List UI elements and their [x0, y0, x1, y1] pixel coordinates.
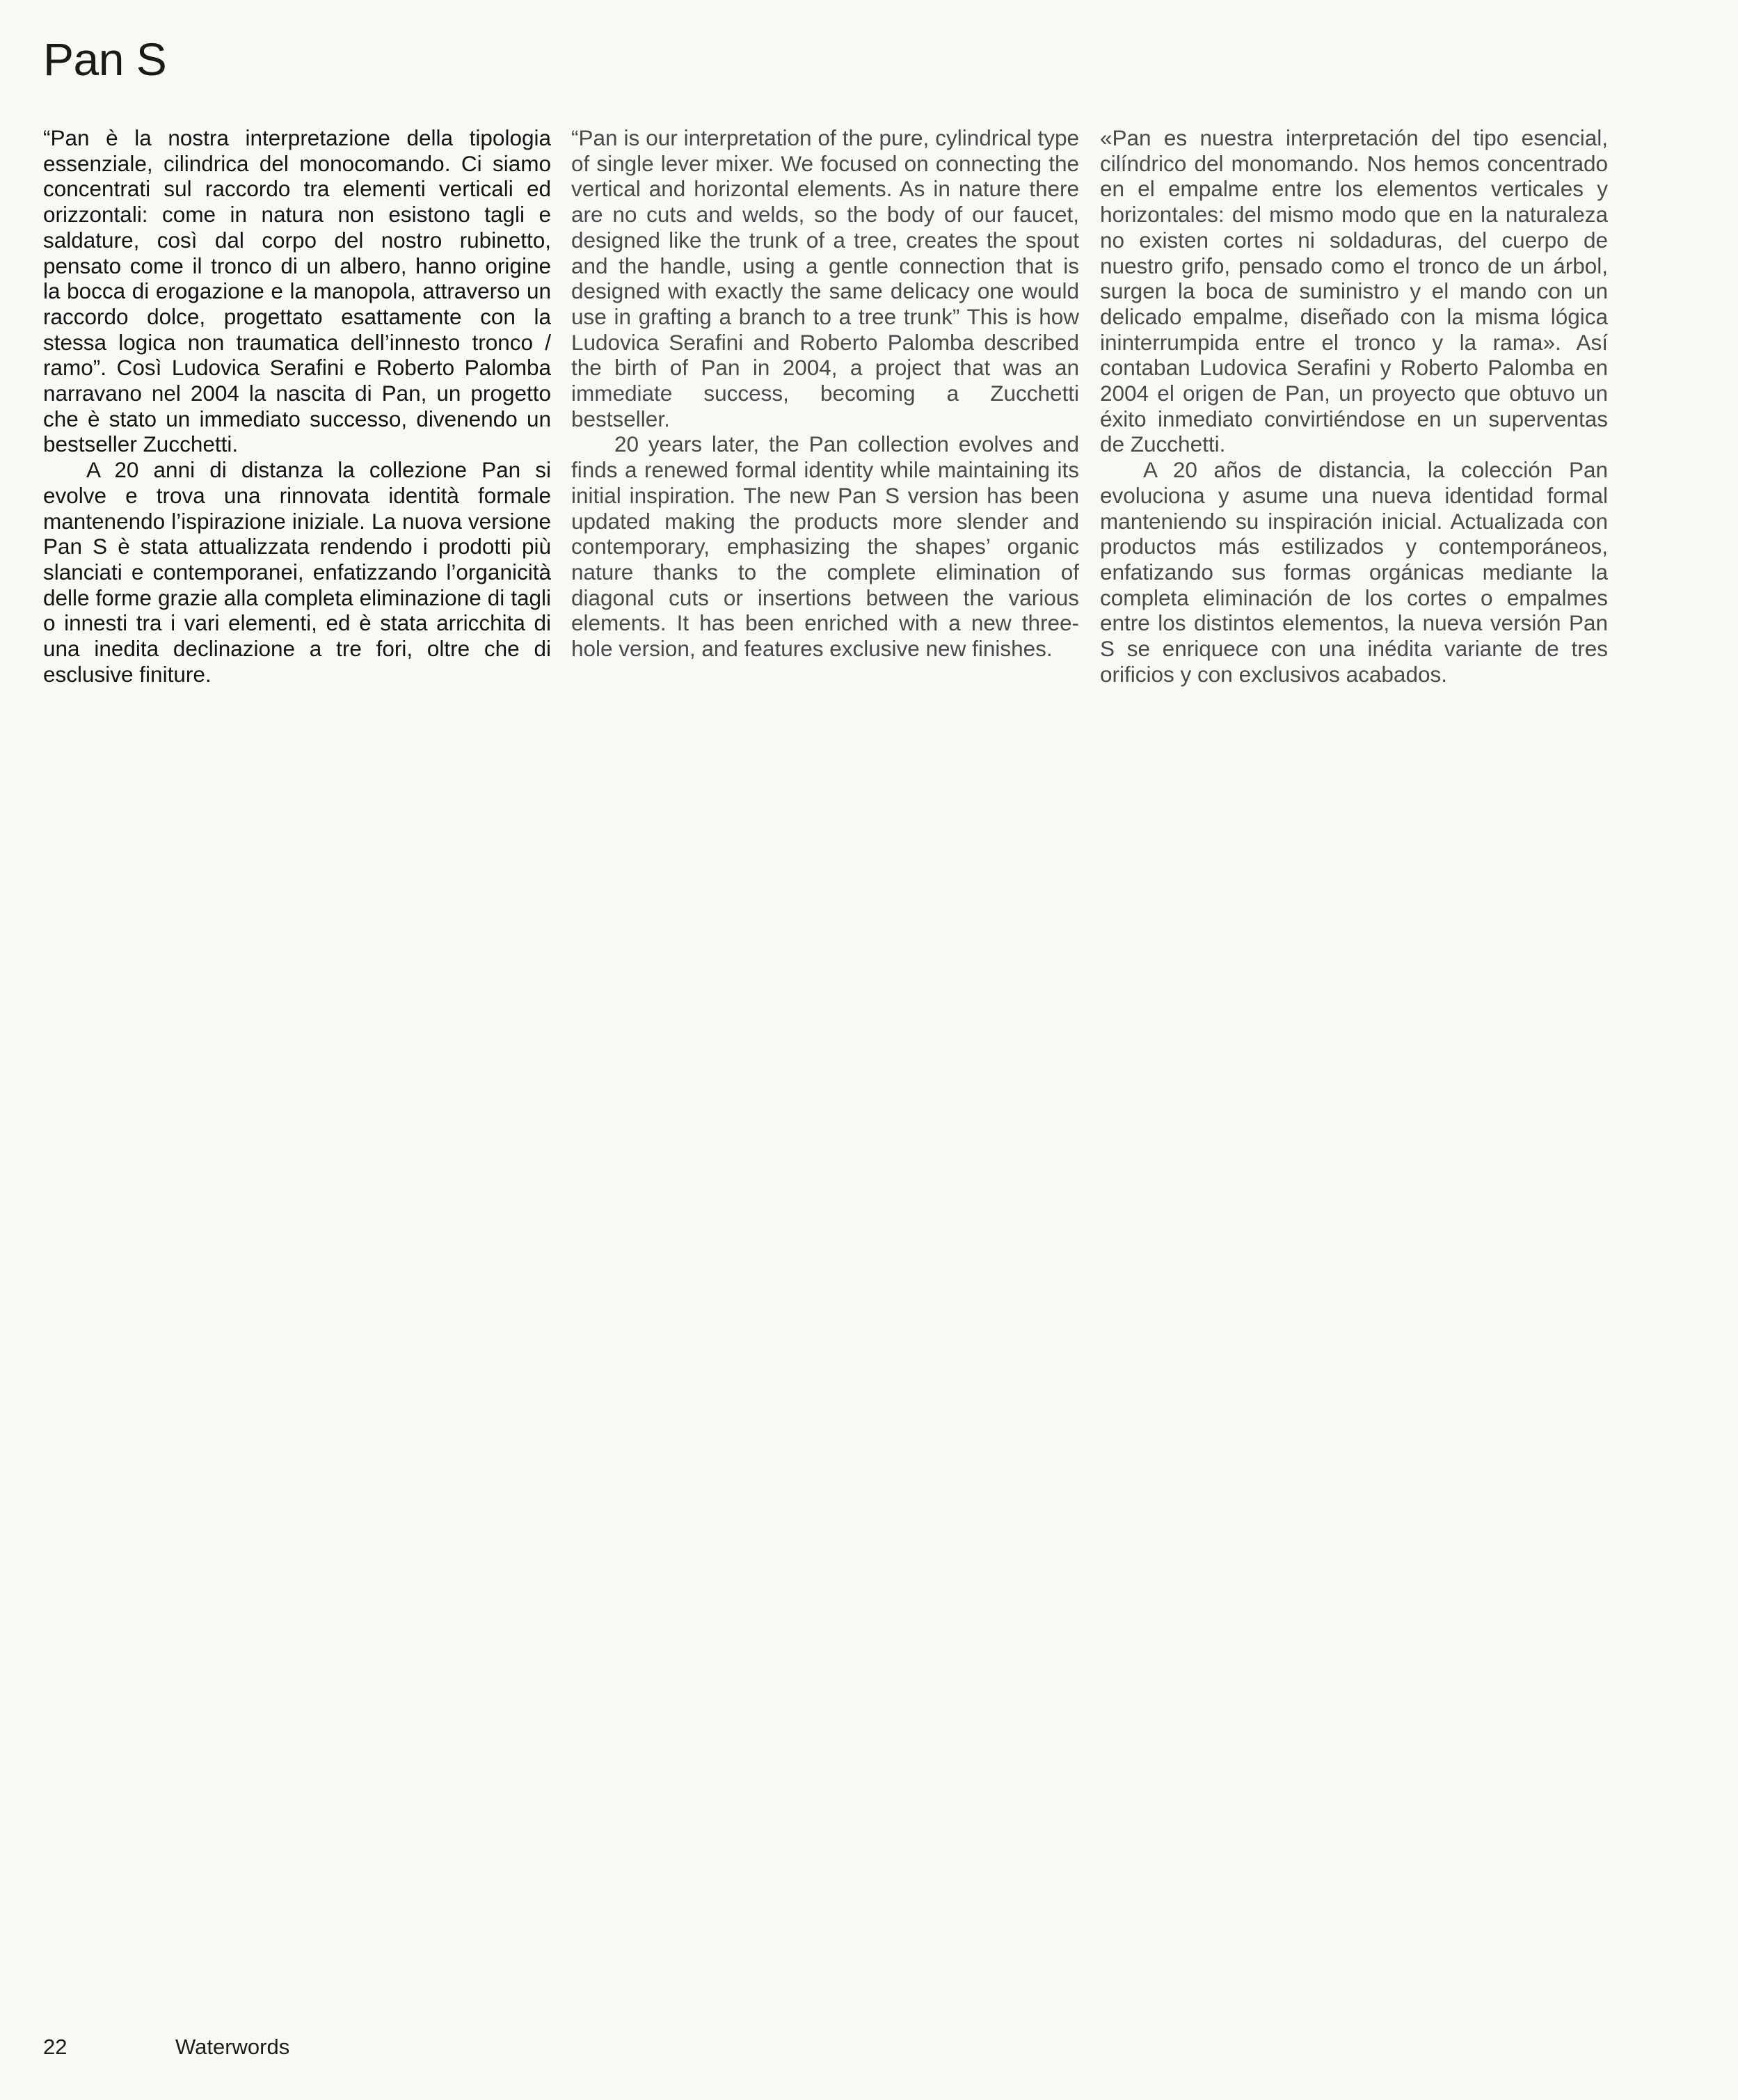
page-title: Pan S — [43, 33, 167, 85]
publication-name: Waterwords — [175, 2035, 290, 2059]
page-number: 22 — [43, 2035, 67, 2059]
english-text-column — [571, 125, 1079, 662]
spanish-paragraph-2: A 20 años de distancia, la colección Pan evoluciona y asume una nueva identidad formal manteniendo su inspiración inicial. Actualizada con productos más estilizados y contemporáneos, enfatizando sus formas orgánicas mediante la completa eliminación de los cortes o empalmes entre los distintos elementos, la nueva versión Pan S se enriquece con una inédita variante de tres orificios y con exclusivos acabados. — [1100, 457, 1608, 687]
italian-text-column — [43, 125, 551, 687]
italian-paragraph-2: A 20 anni di distanza la collezione Pan si evolve e trova una rinnovata identità formale mantenendo l’ispirazione iniziale. La nuova versione Pan S è stata attualizzata rendendo i prodotti più slanciati e contemporanei, enfatizzando l’organicità delle forme grazie alla completa eliminazione di tagli o innesti tra i vari elementi, ed è stata arricchita di una inedita declinazione a tre fori, oltre che di esclusive finiture. — [43, 457, 551, 687]
english-paragraph-1: “Pan is our interpretation of the pure, cylindrical type of single lever mixer. We focused on connecting the vertical and horizontal elements. As in nature there are no cuts and welds, so the body of our faucet, designed like the trunk of a tree, creates the spout and the handle, using a gentle connection that is designed with exactly the same delicacy one would use in grafting a branch to a tree trunk” This is how Ludovica Serafini and Roberto Palomba described the birth of Pan in 2004, a project that was an immediate success, becoming a Zucchetti bestseller. — [571, 125, 1079, 431]
italian-paragraph-1: “Pan è la nostra interpretazione della tipologia essenziale, cilindrica del monocomando. Ci siamo concentrati sul raccordo tra elementi verticali ed orizzontali: come in natura non esistono tagli e saldature, così dal corpo del nostro rubinetto, pensato come il tronco di un albero, hanno origine la bocca di erogazione e la manopola, attraverso un raccordo dolce, progettato esattamente con la stessa logica non traumatica dell’innesto tronco / ramo”. Così Ludovica Serafini e Roberto Palomba narravano nel 2004 la nascita di Pan, un progetto che è stato un immediato successo, divenendo un bestseller Zucchetti. — [43, 125, 551, 457]
english-paragraph-2: 20 years later, the Pan collection evolves and finds a renewed formal identity while maintaining its initial inspiration. The new Pan S version has been updated making the products more slender and contemporary, emphasizing the shapes’ organic nature thanks to the complete elimination of diagonal cuts or insertions between the various elements. It has been enriched with a new three-hole version, and features exclusive new finishes. — [571, 431, 1079, 662]
spanish-paragraph-1: «Pan es nuestra interpretación del tipo esencial, cilíndrico del monomando. Nos hemos concentrado en el empalme entre los elementos verticales y horizontales: del mismo modo que en la naturaleza no existen cortes ni soldaduras, del cuerpo de nuestro grifo, pensado como el tronco de un árbol, surgen la boca de suministro y el mando con un delicado empalme, diseñado con la misma lógica ininterrumpida entre el tronco y la rama». Así contaban Ludovica Serafini y Roberto Palomba en 2004 el origen de Pan, un proyecto que obtuvo un éxito inmediato convirtiéndose en un superventas de Zucchetti. — [1100, 125, 1608, 457]
spanish-text-column — [1100, 125, 1608, 687]
